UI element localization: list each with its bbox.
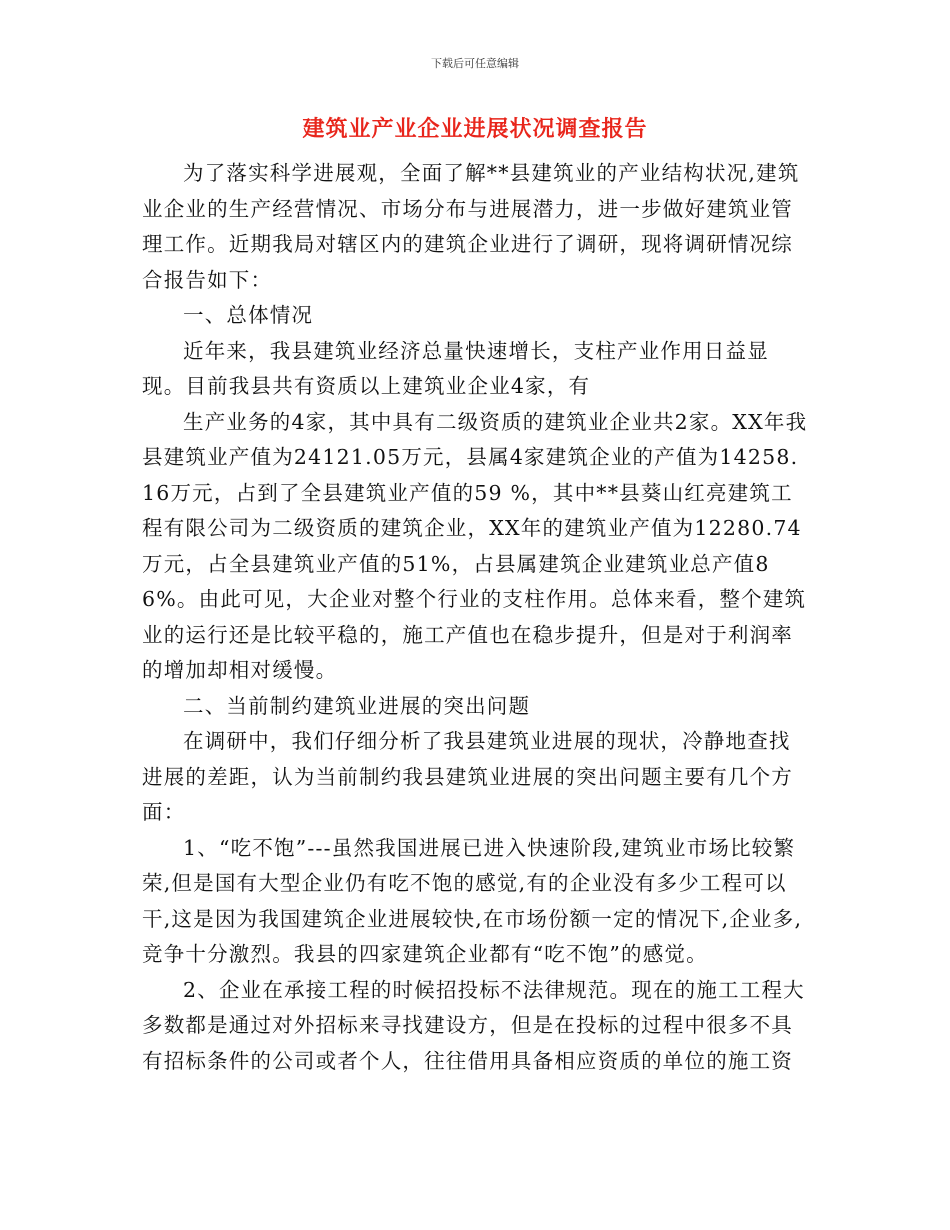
paragraph-overview-2: 生产业务的4家，其中具有二级资质的建筑业企业共2家。XX年我县建筑业产值为24121.05万元，县属4家建筑企业的产值为14258.16万元，占到了全县建筑业产值的59 %，其中**县葵山红亮建筑工程有限公司为二级资质的建筑企业，XX年的建筑业产值为12280.74万元，占全县建筑业产值的51%，占县属建筑企业建筑业总产值86%。由此可见，大企业对整个行业的支柱作用。总体来看，整个建筑业的运行还是比较平稳的，施工产值也在稳步提升，但是对于利润率的增加却相对缓慢。 bbox=[142, 409, 808, 682]
header-note: 下载后可任意编辑 bbox=[431, 57, 519, 70]
paragraph-problem-2: 2、企业在承接工程的时候招投标不法律规范。现在的施工工程大多数都是通过对外招标来寻找建设方，但是在投标的过程中很多不具有招标条件的公司或者个人，往往借用具备相应资质的单位的施工资 bbox=[142, 977, 805, 1073]
paragraph-problems-intro: 在调研中，我们仔细分析了我县建筑业进展的现状，冷静地查找进展的差距，认为当前制约我县建筑业进展的突出问题主要有几个方面： bbox=[142, 729, 793, 824]
paragraph-intro: 为了落实科学进展观，全面了解**县建筑业的产业结构状况,建筑业企业的生产经营情况、市场分布与进展潜力，进一步做好建筑业管理工作。近期我局对辖区内的建筑企业进行了调研，现将调研情况综合报告如下： bbox=[142, 161, 800, 292]
document-title: 建筑业产业企业进展状况调查报告 bbox=[302, 117, 648, 142]
section-heading-problems: 二、当前制约建筑业进展的突出问题 bbox=[183, 693, 531, 718]
paragraph-problem-1: 1、“吃不饱”---虽然我国进展已进入快速阶段,建筑业市场比较繁荣,但是国有大型企业仍有吃不饱的感觉,有的企业没有多少工程可以干,这是因为我国建筑企业进展较快,在市场份额一定的情况下,企业多,竞争十分激烈。我县的四家建筑企业都有“吃不饱”的感觉。 bbox=[142, 835, 803, 966]
document-body bbox=[142, 156, 808, 1079]
section-heading-overview: 一、总体情况 bbox=[183, 303, 314, 327]
paragraph-overview-1: 近年来，我县建筑业经济总量快速增长，支柱产业作用日益显现。目前我县共有资质以上建筑业企业4家，有 bbox=[142, 338, 769, 398]
